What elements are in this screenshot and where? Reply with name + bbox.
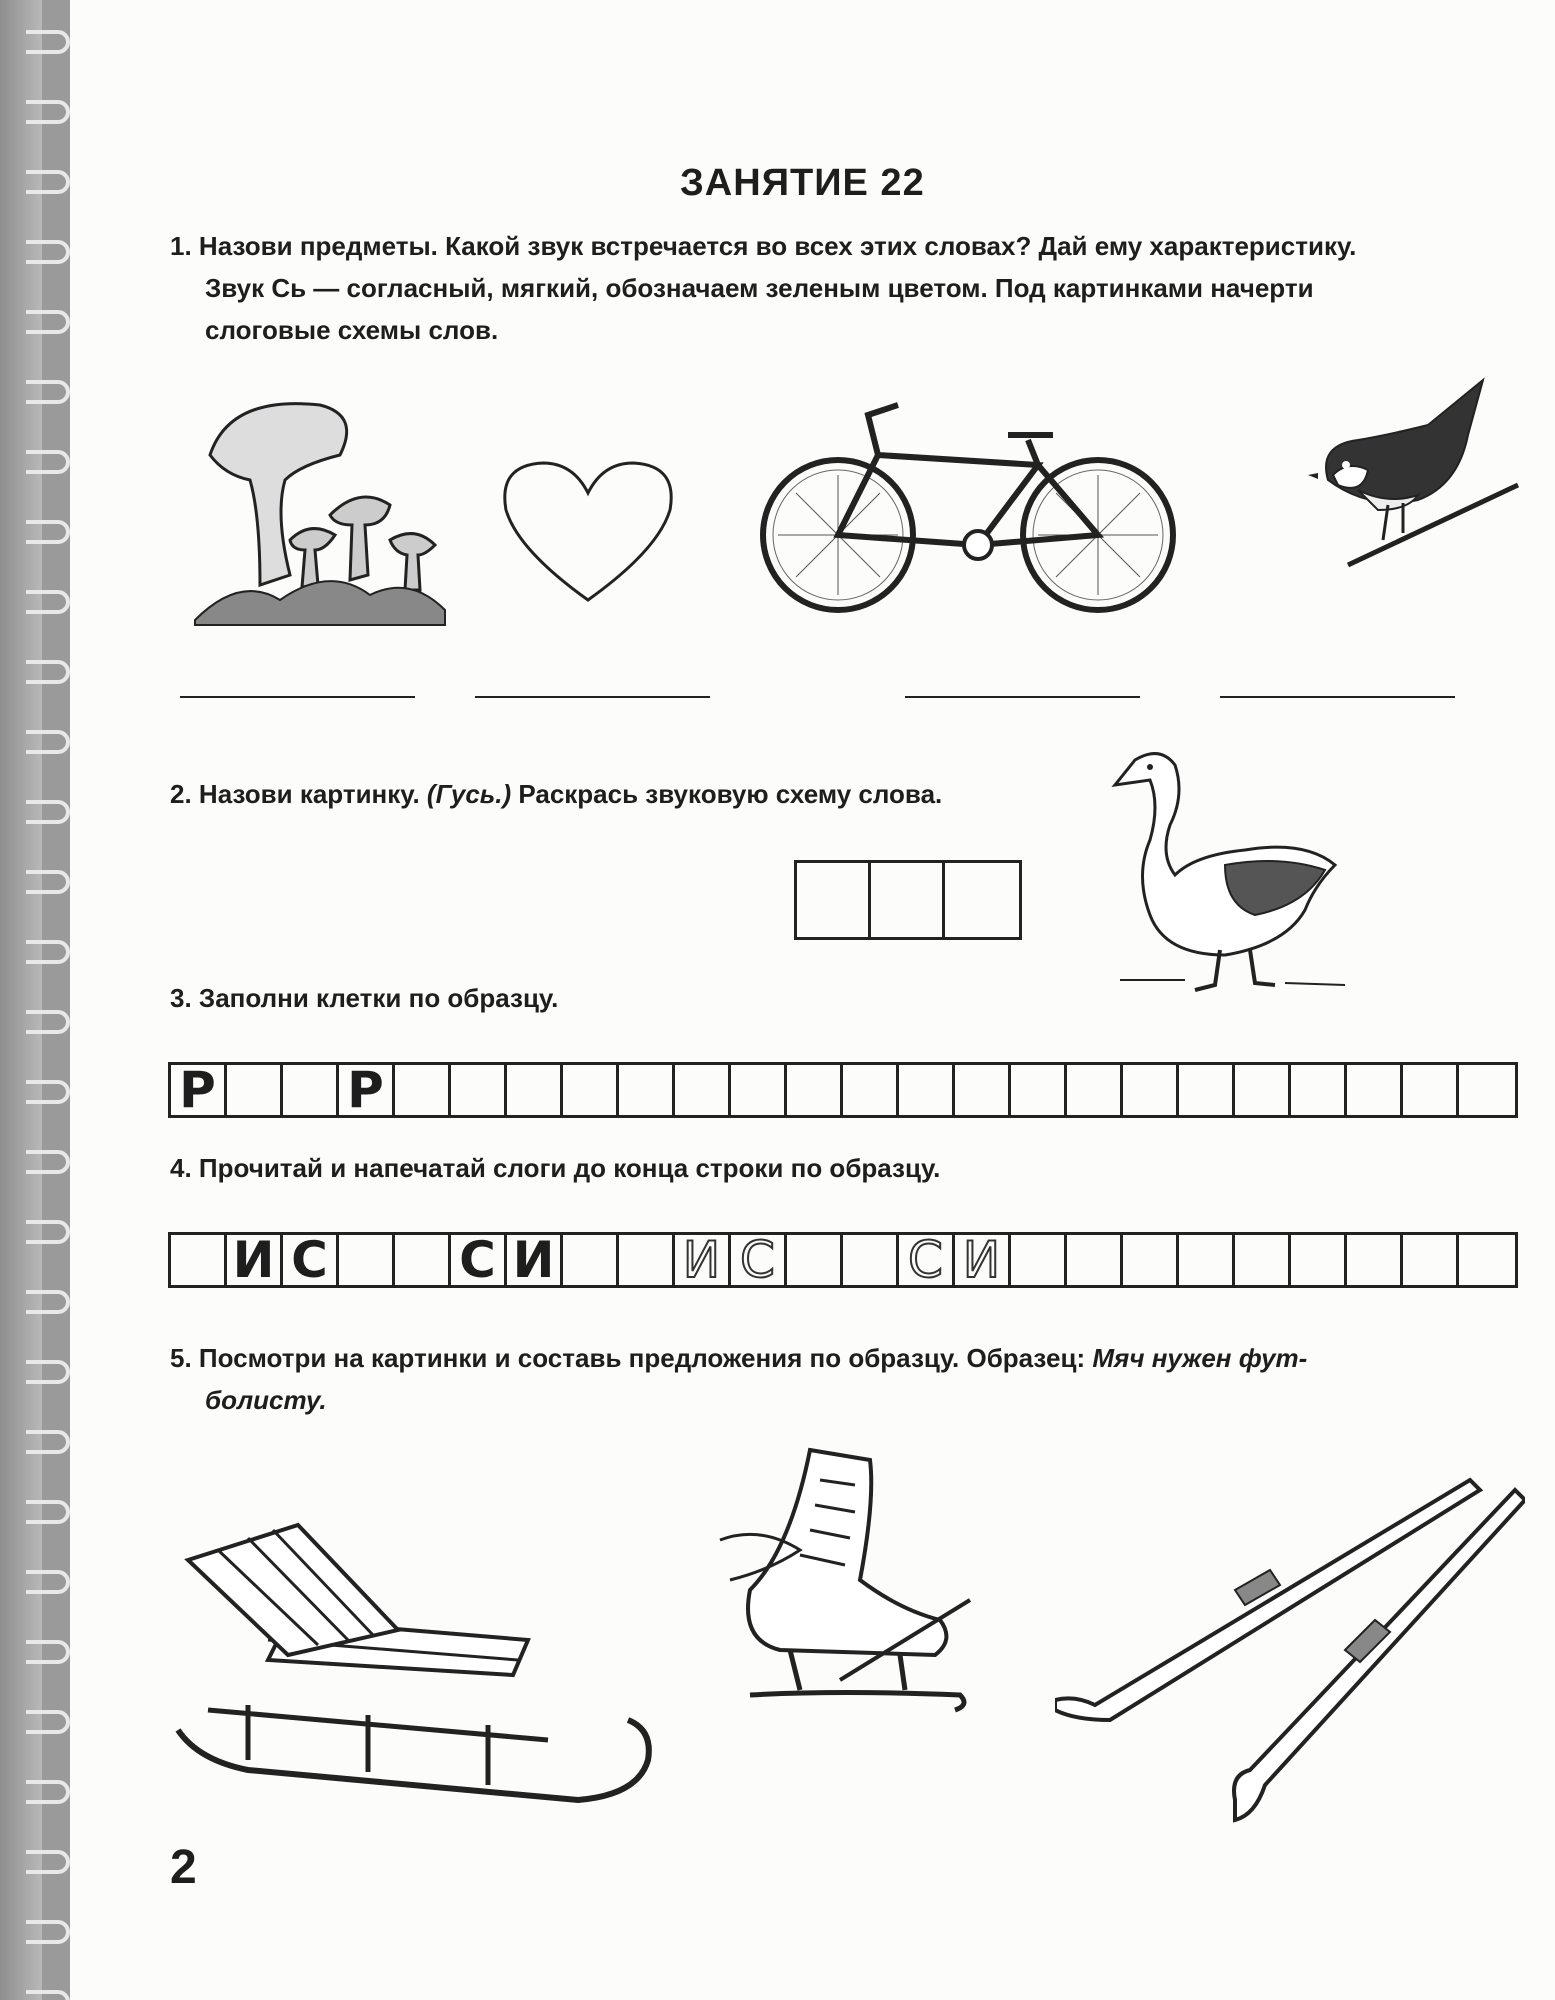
bicycle-picture — [758, 395, 1178, 620]
spiral-loop — [26, 380, 70, 404]
task4-cell[interactable]: И — [507, 1235, 563, 1285]
spiral-loop — [26, 1780, 70, 1804]
spiral-loop — [26, 1220, 70, 1244]
task4-cell[interactable]: С — [283, 1235, 339, 1285]
task4-cell[interactable] — [1123, 1235, 1179, 1285]
spiral-loop — [26, 1080, 70, 1104]
task3-cell[interactable] — [787, 1065, 843, 1115]
spiral-loop — [26, 800, 70, 824]
spiral-loop — [26, 1150, 70, 1174]
task4-cell[interactable]: И — [675, 1235, 731, 1285]
task3-cell[interactable] — [1459, 1065, 1515, 1115]
sound-cell-3[interactable] — [945, 863, 1019, 937]
sound-cell-1[interactable] — [797, 863, 871, 937]
task4-cell[interactable]: И — [227, 1235, 283, 1285]
task3-cell[interactable] — [1123, 1065, 1179, 1115]
lesson-title: ЗАНЯТИЕ 22 — [680, 162, 925, 204]
spiral-loop — [26, 1990, 70, 2000]
task3-cell[interactable] — [227, 1065, 283, 1115]
task-5-example: Мяч нужен фут- — [1092, 1343, 1308, 1373]
spiral-loop — [26, 240, 70, 264]
task4-cell[interactable]: С — [899, 1235, 955, 1285]
task3-cell[interactable] — [395, 1065, 451, 1115]
task-2-hint: (Гусь.) — [426, 779, 512, 809]
page-number: 2 — [170, 1841, 197, 1894]
spiral-loop — [26, 1500, 70, 1524]
spiral-loop — [26, 310, 70, 334]
spiral-loop — [26, 870, 70, 894]
task-2-text: 2. Назови картинку. (Гусь.) Раскрась звуковую схему слова. — [170, 779, 943, 809]
spiral-loop — [26, 30, 70, 54]
syllable-line-3[interactable] — [905, 696, 1140, 698]
task3-cell[interactable] — [1067, 1065, 1123, 1115]
task4-cell[interactable] — [1347, 1235, 1403, 1285]
task3-cell[interactable] — [507, 1065, 563, 1115]
spiral-loop — [26, 520, 70, 544]
task4-cell[interactable] — [1067, 1235, 1123, 1285]
task4-cell[interactable] — [843, 1235, 899, 1285]
spiral-loop — [26, 100, 70, 124]
task-4-text: 4. Прочитай и напечатай слоги до конца строки по образцу. — [170, 1153, 941, 1183]
task3-cell[interactable] — [563, 1065, 619, 1115]
spiral-loop — [26, 660, 70, 684]
task-5-example-cont: болисту. — [205, 1385, 327, 1415]
task4-cell[interactable] — [395, 1235, 451, 1285]
task3-cell[interactable]: Р — [171, 1065, 227, 1115]
task3-cell[interactable] — [1291, 1065, 1347, 1115]
task-5-text: 5. Посмотри на картинки и составь предложения по образцу. Образец: Мяч нужен фут- — [170, 1343, 1308, 1373]
task4-cell[interactable]: С — [731, 1235, 787, 1285]
task3-cell[interactable] — [731, 1065, 787, 1115]
task4-cell[interactable] — [1011, 1235, 1067, 1285]
spiral-loop — [26, 1710, 70, 1734]
task3-cell[interactable] — [1403, 1065, 1459, 1115]
task3-cell[interactable] — [451, 1065, 507, 1115]
task3-cell[interactable]: Р — [339, 1065, 395, 1115]
notebook-spiral — [0, 0, 70, 2000]
task3-cell[interactable] — [1235, 1065, 1291, 1115]
task4-cell[interactable] — [171, 1235, 227, 1285]
goose-picture — [1105, 745, 1350, 995]
spiral-loop — [26, 730, 70, 754]
spiral-loop — [26, 1920, 70, 1944]
syllable-line-4[interactable] — [1220, 696, 1455, 698]
task4-cell[interactable] — [339, 1235, 395, 1285]
task4-cell[interactable] — [563, 1235, 619, 1285]
task4-cell[interactable] — [1459, 1235, 1515, 1285]
spiral-loop — [26, 1850, 70, 1874]
spiral-loop — [26, 450, 70, 474]
spiral-loop — [26, 1290, 70, 1314]
syllable-line-2[interactable] — [475, 696, 710, 698]
task-4-cells — [168, 1232, 1518, 1288]
task4-cell[interactable] — [1291, 1235, 1347, 1285]
sled-picture — [168, 1510, 663, 1810]
skis-picture — [1055, 1470, 1525, 1825]
task3-cell[interactable] — [675, 1065, 731, 1115]
task-3-cells — [168, 1062, 1518, 1118]
spiral-loop — [26, 170, 70, 194]
task4-cell[interactable] — [1235, 1235, 1291, 1285]
workbook-page — [70, 0, 1555, 2000]
skate-picture — [700, 1440, 975, 1765]
task4-cell[interactable] — [1403, 1235, 1459, 1285]
goose-sound-scheme — [794, 860, 1022, 940]
task3-cell[interactable] — [843, 1065, 899, 1115]
task3-cell[interactable] — [283, 1065, 339, 1115]
sound-cell-2[interactable] — [871, 863, 945, 937]
task4-cell[interactable] — [1179, 1235, 1235, 1285]
task-1-line-3: слоговые схемы слов. — [205, 315, 499, 345]
task-3-text: 3. Заполни клетки по образцу. — [170, 983, 559, 1013]
syllable-line-1[interactable] — [180, 696, 415, 698]
task3-cell[interactable] — [1011, 1065, 1067, 1115]
spiral-loop — [26, 590, 70, 614]
heart-picture — [498, 455, 678, 605]
spiral-loop — [26, 1640, 70, 1664]
spiral-loop — [26, 940, 70, 964]
task-1-line-1: 1. Назови предметы. Какой звук встречается во всех этих словах? Дай ему характеристику. — [170, 231, 1357, 261]
bird-picture — [1308, 375, 1523, 570]
spiral-loop — [26, 1010, 70, 1034]
task-1-line-2: Звук Сь — согласный, мягкий, обозначаем зеленым цветом. Под картинками начерти — [205, 273, 1314, 303]
spiral-loop — [26, 1360, 70, 1384]
spiral-loop — [26, 1570, 70, 1594]
task3-cell[interactable] — [955, 1065, 1011, 1115]
task4-cell[interactable] — [619, 1235, 675, 1285]
task4-cell[interactable]: С — [451, 1235, 507, 1285]
task4-cell[interactable] — [787, 1235, 843, 1285]
task3-cell[interactable] — [1179, 1065, 1235, 1115]
task3-cell[interactable] — [619, 1065, 675, 1115]
task4-cell[interactable]: И — [955, 1235, 1011, 1285]
spiral-loop — [26, 1430, 70, 1454]
task3-cell[interactable] — [899, 1065, 955, 1115]
mushroom-picture — [190, 385, 450, 630]
task3-cell[interactable] — [1347, 1065, 1403, 1115]
